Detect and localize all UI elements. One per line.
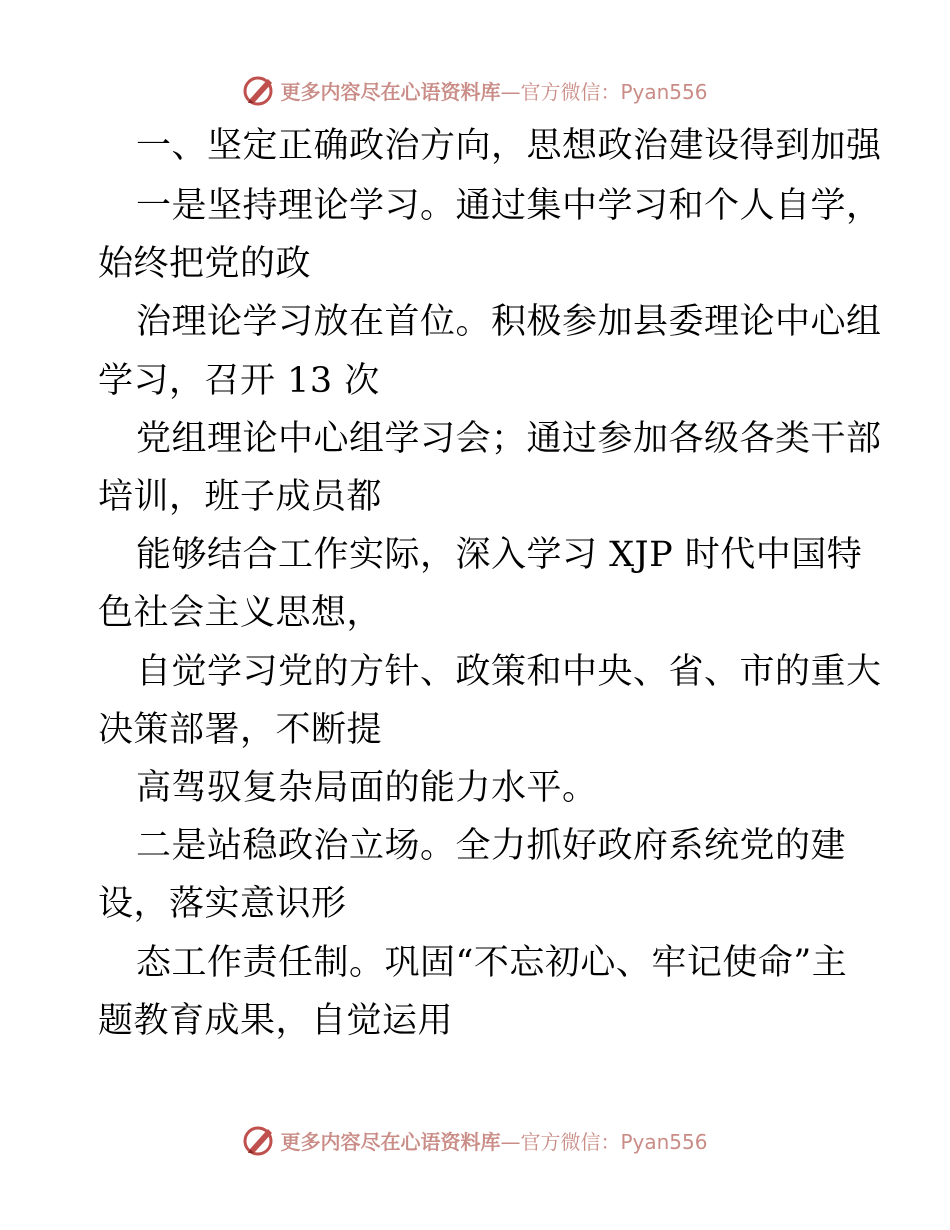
body-line: 决策部署，不断提 xyxy=(98,710,383,750)
footer-banner xyxy=(0,1120,950,1160)
header-banner-title: 更多内容尽在心语资料库 xyxy=(280,79,501,104)
body-line: 态工作责任制。巩固“不忘初心、牢记使命”主 xyxy=(136,943,848,983)
pen-logo-icon xyxy=(242,73,276,107)
footer-banner-title: 更多内容尽在心语资料库 xyxy=(280,1129,501,1154)
body-line: 能够结合工作实际，深入学习 XJP 时代中国特 xyxy=(136,535,863,575)
footer-banner-wechat: —官方微信：Pyan556 xyxy=(500,1129,708,1154)
body-line: 始终把党的政 xyxy=(98,244,312,284)
body-line: 色社会主义思想， xyxy=(98,593,383,633)
body-line: 培训，班子成员都 xyxy=(98,477,383,517)
header-banner xyxy=(0,70,950,110)
body-line: 自觉学习党的方针、政策和中央、省、市的重大 xyxy=(136,652,882,692)
body-line: 二是站稳政治立场。全力抓好政府系统党的建 xyxy=(136,826,847,866)
body-line: 学习，召开 13 次 xyxy=(98,361,380,401)
body-line: 设，落实意识形 xyxy=(98,884,347,924)
body-line: 题教育成果，自觉运用 xyxy=(98,1001,454,1041)
body-line: 高驾驭复杂局面的能力水平。 xyxy=(136,768,598,808)
body-line: 一是坚持理论学习。通过集中学习和个人自学， xyxy=(136,186,882,226)
pen-logo-icon xyxy=(242,1123,276,1157)
header-banner-wechat: —官方微信：Pyan556 xyxy=(500,79,708,104)
body-line: 一、坚定正确政治方向，思想政治建设得到加强 xyxy=(136,126,882,166)
body-line: 治理论学习放在首位。积极参加县委理论中心组 xyxy=(136,302,882,342)
body-line: 党组理论中心组学习会；通过参加各级各类干部 xyxy=(136,419,882,459)
